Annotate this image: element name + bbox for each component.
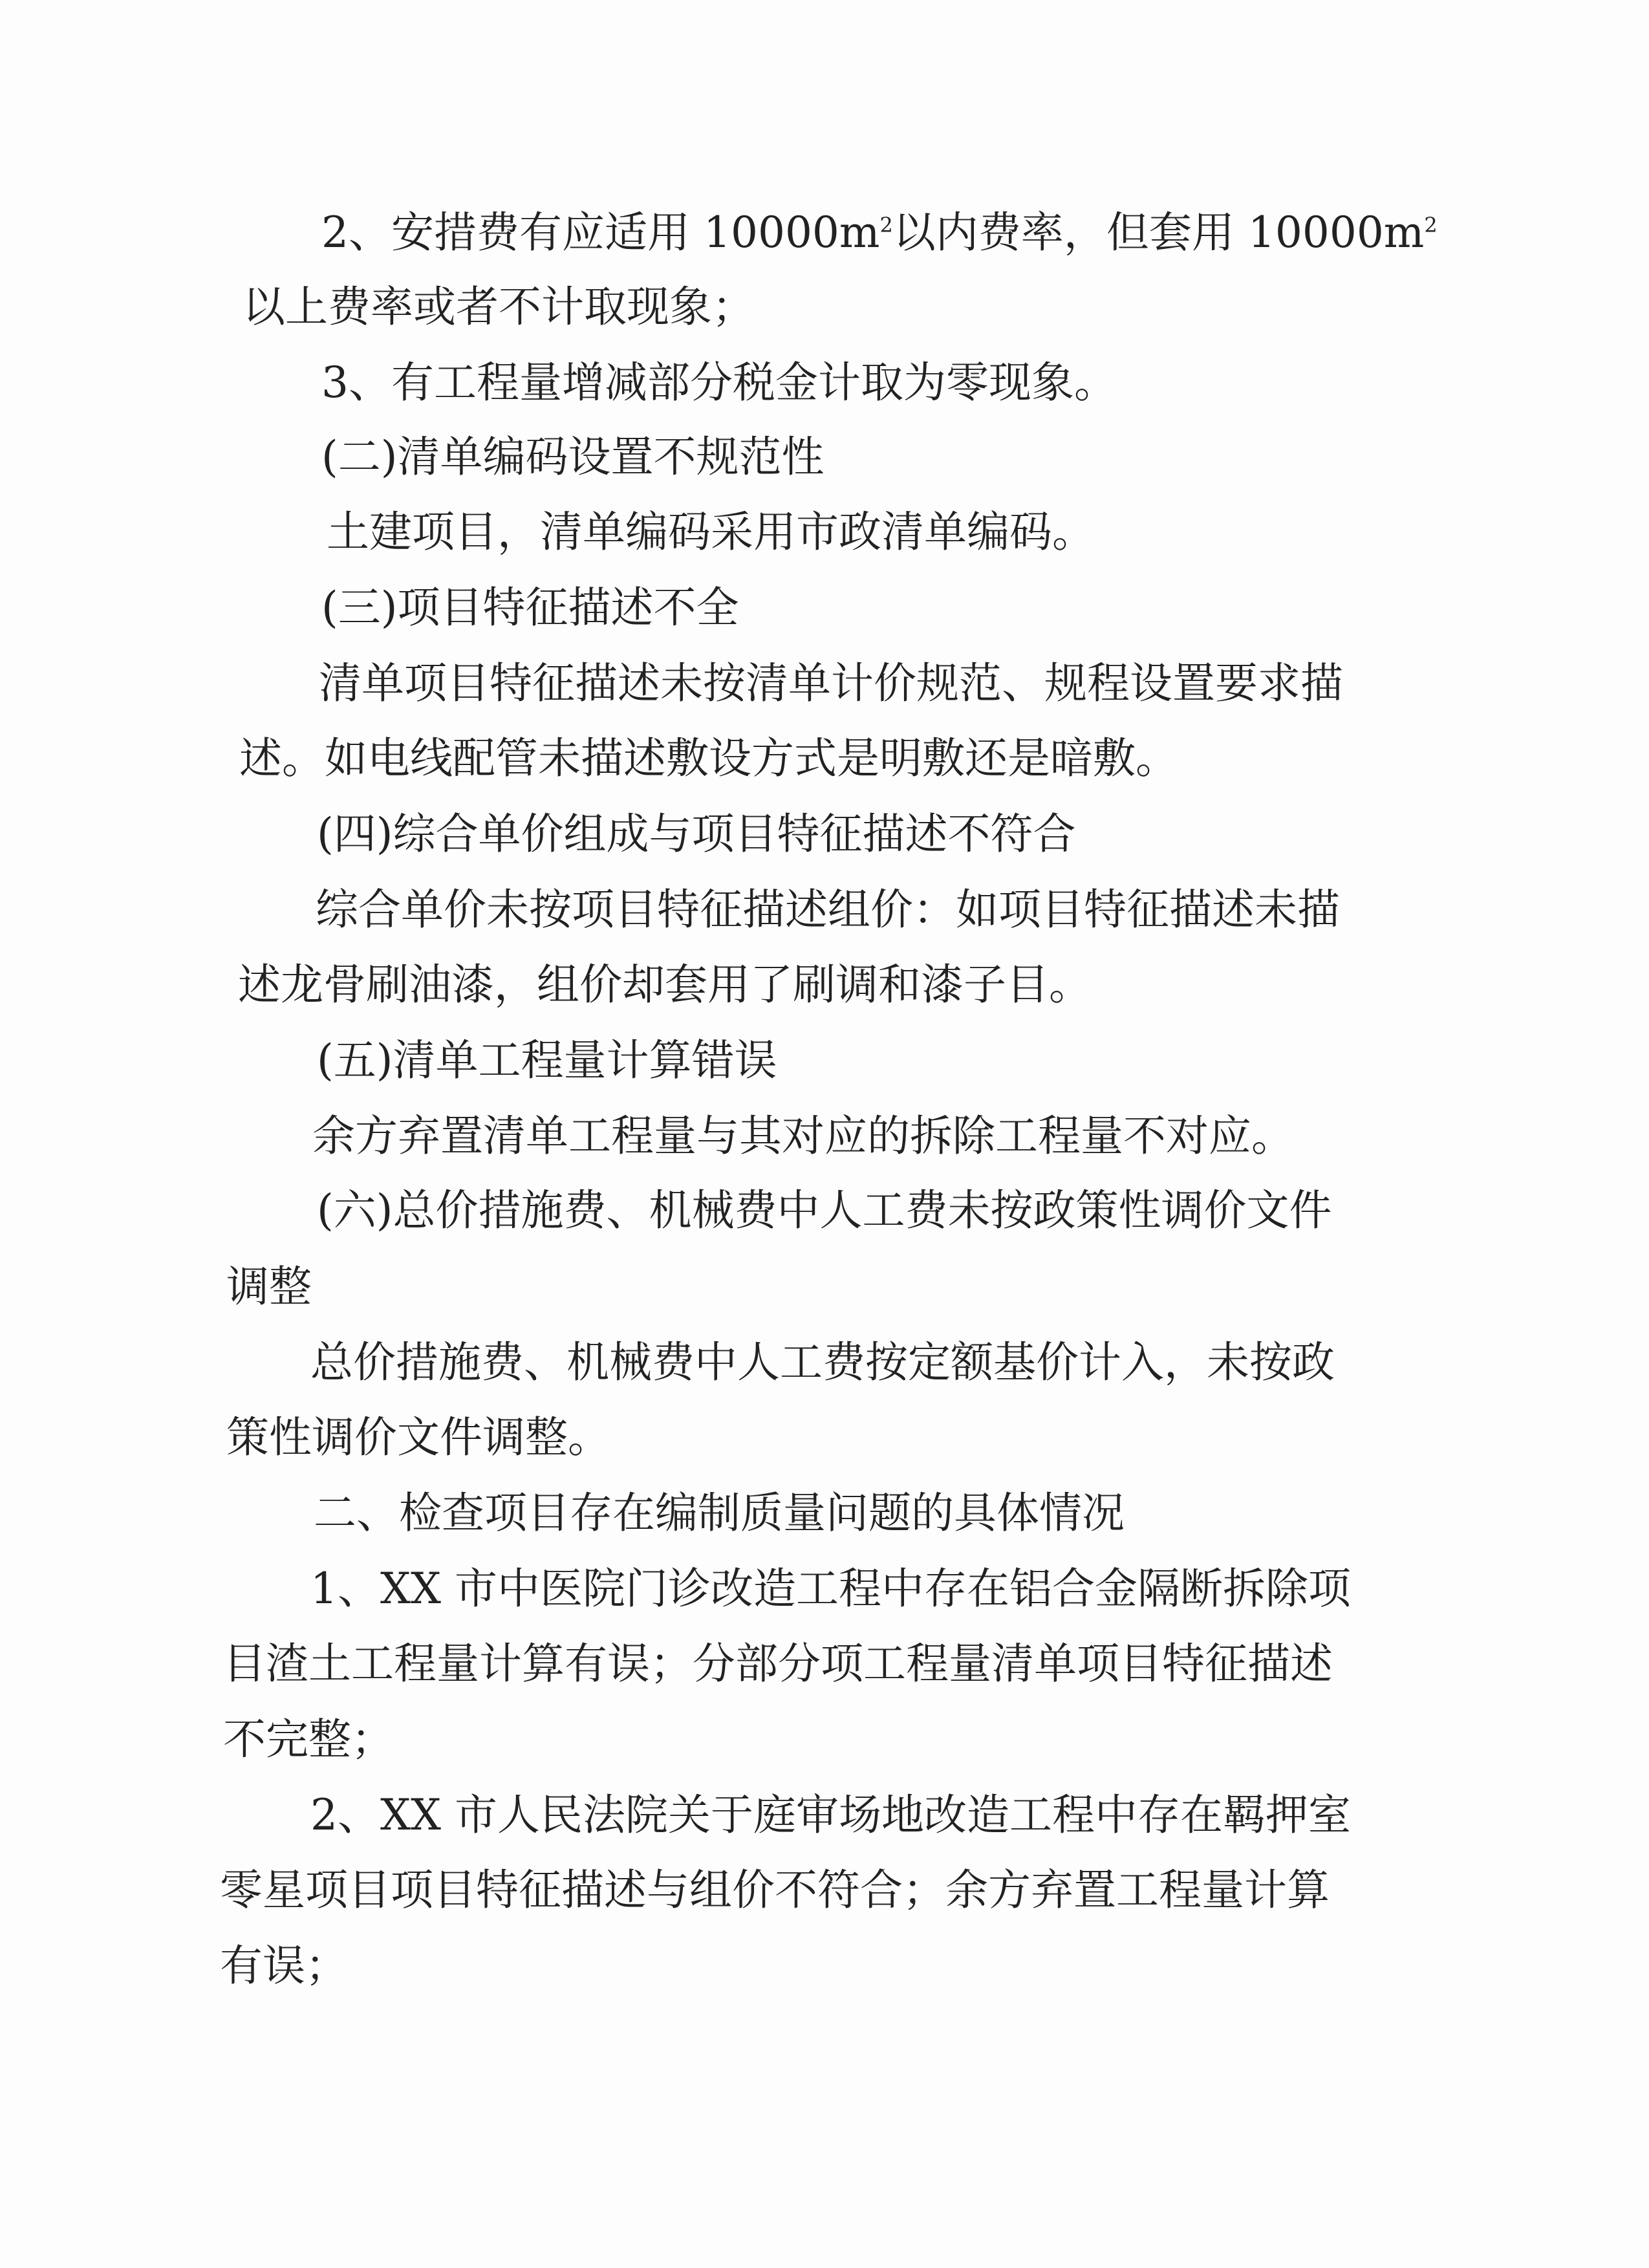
part2-item1-line3: 不完整； [223,1714,394,1764]
item2-line1 [321,207,1438,259]
section5-heading: (五)清单工程量计算错误 [317,1035,777,1085]
part2-item1-line2: 目渣土工程量计算有误；分部分项工程量清单项目特征描述 [223,1639,1333,1689]
section6-heading-line1: (六)总价措施费、机械费中人工费未按政策性调价文件 [317,1185,1332,1235]
item2-line2: 以上费率或者不计取现象； [242,282,755,332]
section2-body-line1: 土建项目，清单编码采用市政清单编码。 [327,507,1095,557]
item2-sup2: 2 [1424,213,1438,237]
section3-body-line1: 清单项目特征描述未按清单计价规范、规程设置要求描 [319,658,1343,708]
section5-body-line1: 余方弃置清单工程量与其对应的拆除工程量不对应。 [312,1111,1294,1161]
section3-heading: (三)项目特征描述不全 [321,583,739,632]
item2-middle: 以内费率，但套用 10000m [892,208,1425,257]
item2-prefix: 2、安措费有应适用 10000m [321,208,880,257]
part2-item2-line3: 有误； [220,1941,348,1991]
section4-body-line2: 述龙骨刷油漆，组价却套用了刷调和漆子目。 [238,960,1092,1010]
section6-body-line2: 策性调价文件调整。 [226,1412,610,1462]
item2-sup1: 2 [879,213,893,237]
section3-body-line2: 述。如电线配管未描述敷设方式是明敷还是暗敷。 [239,733,1178,783]
part2-heading: 二、检查项目存在编制质量问题的具体情况 [314,1488,1125,1538]
part2-item2-line1: 2、XX 市人民法院关于庭审场地改造工程中存在羁押室 [310,1790,1351,1840]
section4-body-line1: 综合单价未按项目特征描述组价：如项目特征描述未描 [316,885,1340,934]
item3-line: 3、有工程量增减部分税金计取为零现象。 [321,358,1117,407]
section6-heading-line2: 调整 [226,1262,312,1312]
part2-item2-line2: 零星项目项目特征描述与组价不符合；余方弃置工程量计算 [220,1865,1330,1915]
section6-body-line1: 总价措施费、机械费中人工费按定额基价计入，未按政 [310,1337,1335,1387]
section4-heading: (四)综合单价组成与项目特征描述不符合 [317,809,1076,859]
part2-item1-line1: 1、XX 市中医院门诊改造工程中存在铝合金隔断拆除项 [310,1564,1351,1614]
section2-heading: (二)清单编码设置不规范性 [321,432,824,482]
